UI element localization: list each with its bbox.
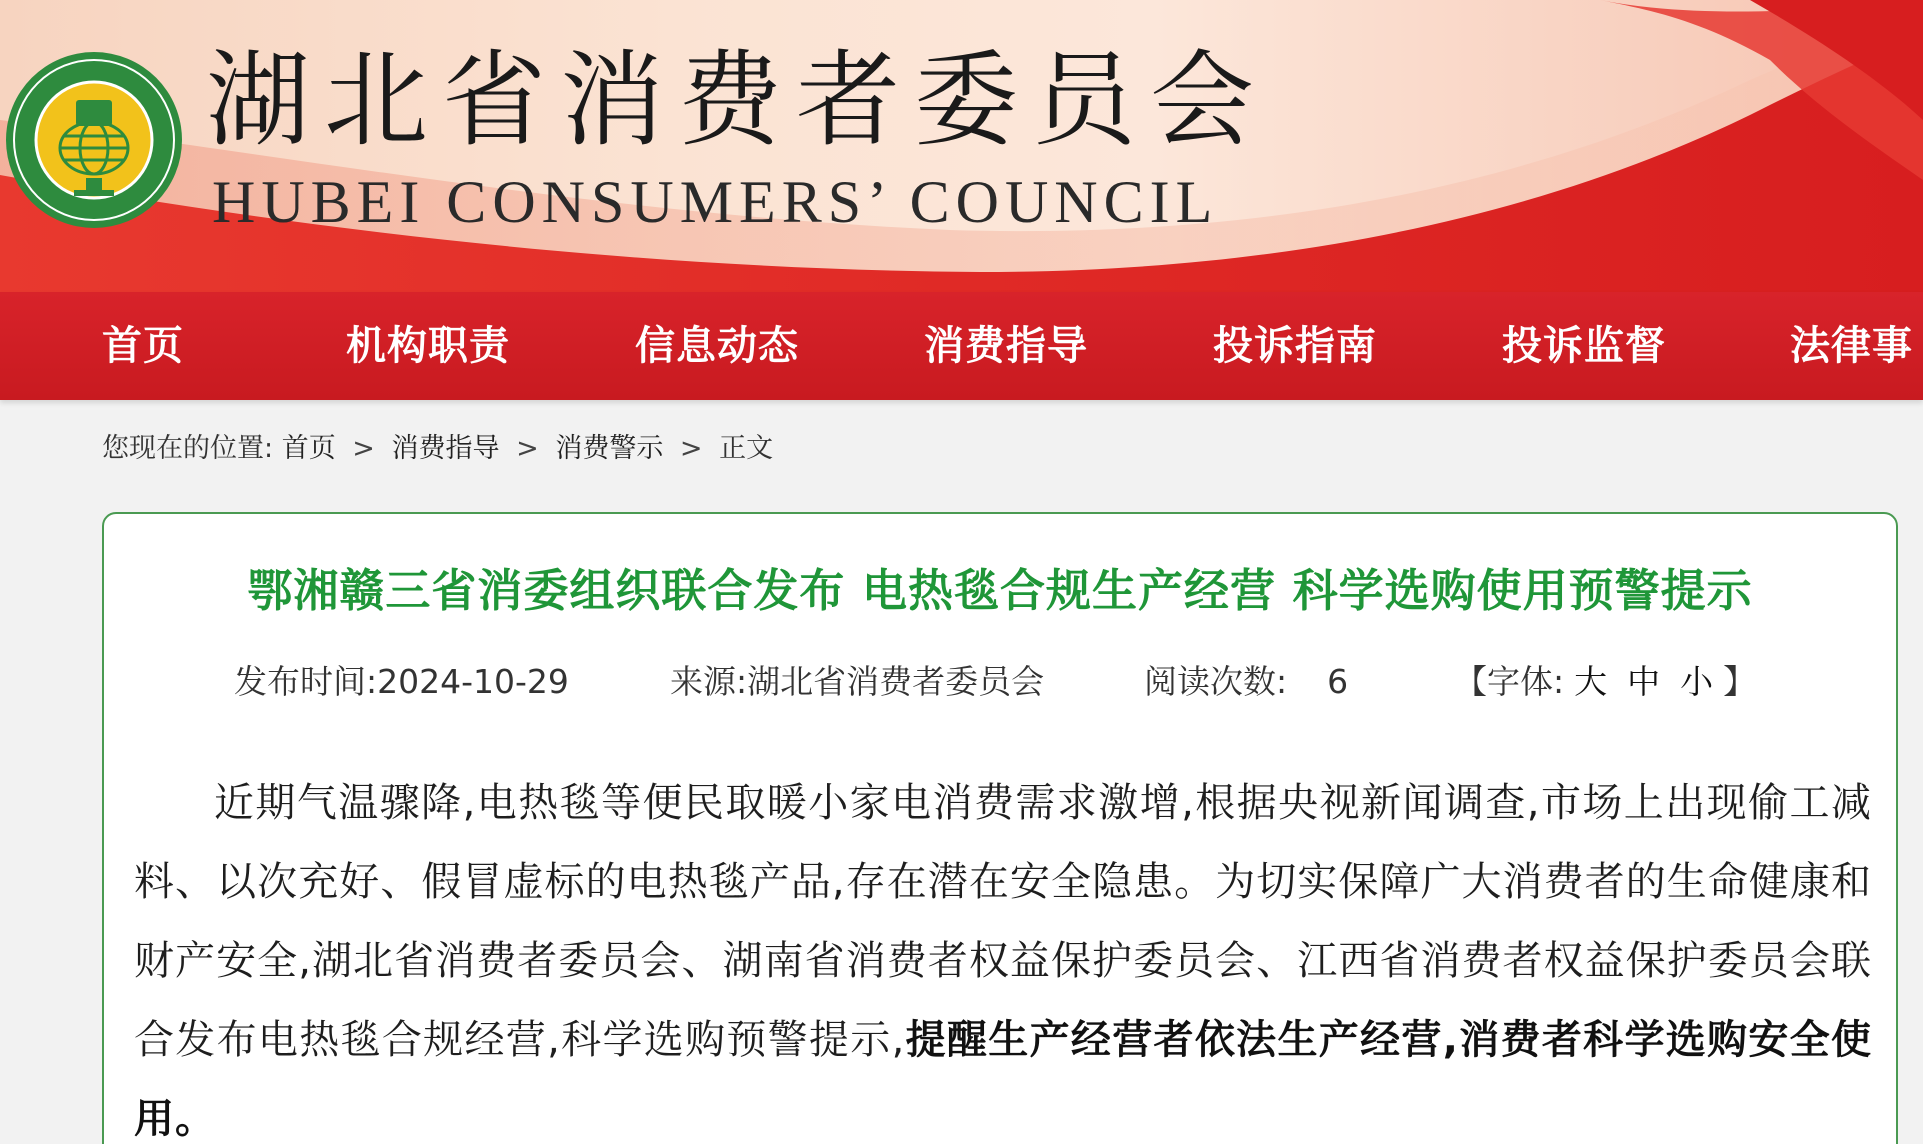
site-header-banner: [0, 0, 1923, 292]
article-paragraph-text: 近期气温骤降,电热毯等便民取暖小家电消费需求激增,根据央视新闻调查,市场上出现偷工减料、以次充好、假冒虚标的电热毯产品,存在潜在安全隐患。为切实保障广大消费者的生命健康和财产安全,湖北省消费者委员会、湖南省消费者权益保护委员会、江西省消费者权益保护委员会联合发布电热毯合规经营,科学选购预警提示,: [134, 780, 1872, 1063]
font-size-large[interactable]: 大: [1574, 662, 1608, 701]
publish-label: 发布时间:: [234, 662, 378, 701]
site-title: 湖北省消费者委员会: [206, 39, 1269, 161]
source-label: 来源:: [670, 662, 748, 701]
source-value: 湖北省消费者委员会: [747, 662, 1045, 701]
nav-item-complaint-supervision[interactable]: 投诉监督: [1502, 323, 1666, 369]
font-size-medium[interactable]: 中: [1627, 662, 1661, 701]
main-nav: [0, 292, 1923, 400]
article-card: [102, 512, 1898, 1144]
breadcrumb: [102, 426, 773, 465]
source: [670, 656, 1044, 703]
nav-item-consumer-guide[interactable]: 消费指导: [924, 323, 1088, 369]
breadcrumb-current: 正文: [719, 433, 774, 464]
publish-date: 2024-10-29: [377, 662, 569, 701]
site-title-english: HUBEI CONSUMERS’ COUNCIL: [212, 169, 1219, 235]
nav-item-complaint-guide[interactable]: 投诉指南: [1213, 323, 1377, 369]
article-paragraph-bold: 提醒生产经营者依法生产经营,消费者科学选购安全使用。: [134, 1017, 1872, 1142]
nav-item-home[interactable]: 首页: [102, 323, 184, 369]
breadcrumb-separator: >: [352, 433, 375, 464]
article-body: [134, 764, 1872, 1144]
reads-value: 6: [1327, 662, 1349, 701]
font-size-switcher: [1454, 656, 1756, 703]
reads-label: 阅读次数:: [1144, 662, 1288, 701]
font-switcher-open: 【字体:: [1454, 662, 1565, 701]
consumers-council-logo: [2, 48, 186, 232]
breadcrumb-home[interactable]: 首页: [281, 433, 336, 464]
nav-item-organization[interactable]: 机构职责: [346, 323, 510, 369]
article-title: 鄂湘赣三省消委组织联合发布 电热毯合规生产经营 科学选购使用预警提示: [247, 564, 1753, 617]
breadcrumb-consumer-warning[interactable]: 消费警示: [555, 433, 664, 464]
breadcrumb-separator: >: [679, 433, 703, 464]
nav-item-news[interactable]: 信息动态: [635, 323, 799, 369]
font-switcher-close: 】: [1723, 662, 1757, 701]
breadcrumb-prefix: 您现在的位置:: [102, 433, 274, 464]
publish-time: [234, 656, 569, 703]
breadcrumb-consumer-guide[interactable]: 消费指导: [391, 433, 500, 464]
nav-item-legal-affairs[interactable]: 法律事: [1790, 323, 1913, 369]
font-size-small[interactable]: 小: [1680, 662, 1714, 701]
breadcrumb-separator: >: [516, 433, 539, 464]
read-count: [1144, 656, 1348, 703]
